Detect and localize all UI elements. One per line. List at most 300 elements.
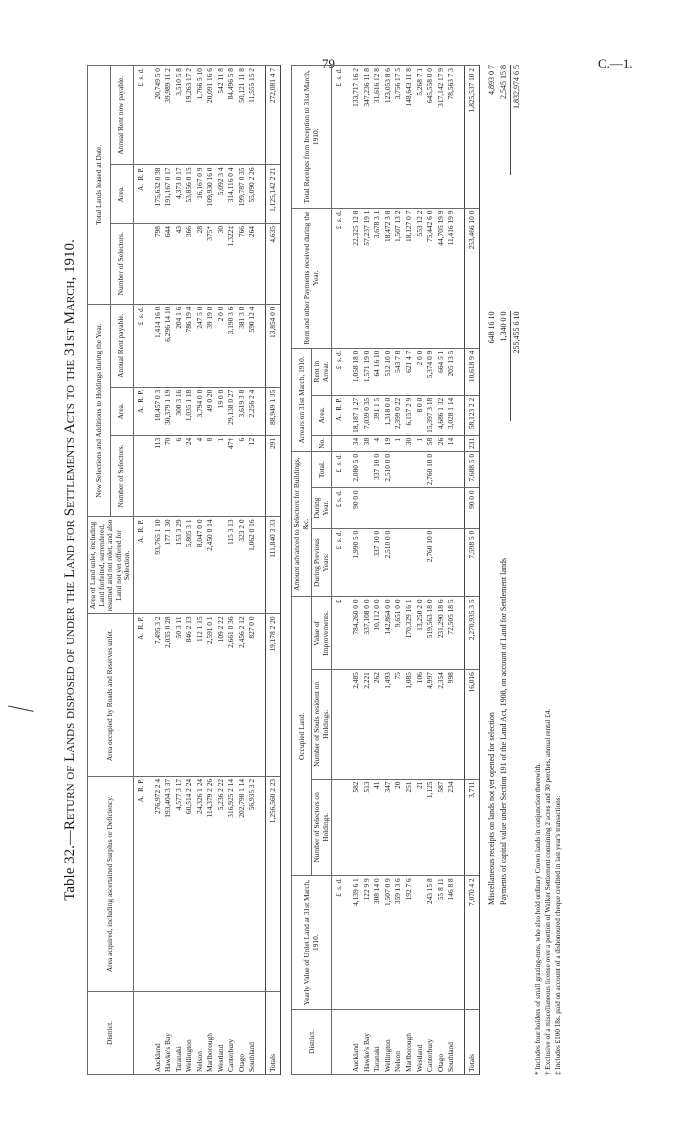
table-cell: 11,555 15 2 xyxy=(247,66,258,165)
table-cell: 243 15 8 xyxy=(425,876,436,1010)
col-area-acquired: Area acquired, including ascertained Surplus or Deficiency. xyxy=(88,776,134,991)
units-cell xyxy=(133,435,146,517)
table-cell: 7,039 0 35 xyxy=(362,395,373,435)
table-cell: 20,749 5 0 xyxy=(153,66,164,165)
table-cell: 5,805 3 1 xyxy=(184,517,195,614)
totals-cell: 7,598 5 0 xyxy=(464,528,480,597)
table-cell: 4,997 xyxy=(425,670,436,779)
table-cell: 20 xyxy=(393,779,404,876)
table-cell: 4,139 6 1 xyxy=(351,876,362,1010)
col-total-area: Area. xyxy=(110,165,133,224)
table-cell: 16,167 0 9 xyxy=(195,165,206,224)
district-name: Canterbury xyxy=(425,1010,436,1075)
table-cell: 1,062 0 16 xyxy=(247,517,258,614)
misc-line-2-total: 2,545 15 8 xyxy=(499,65,509,99)
table-cell: 587 xyxy=(436,779,447,876)
table-cell xyxy=(216,517,227,614)
table-cell: 3,794 0 0 xyxy=(195,387,206,435)
table-cell: 1,058 18 0 xyxy=(351,348,362,395)
table-cell: 3,028 1 14 xyxy=(446,395,457,435)
table-cell xyxy=(404,488,415,528)
totals-cell: 3,711 xyxy=(464,779,480,876)
table-cell: 786 19 4 xyxy=(184,304,195,387)
table-cell: 123,053 8 6 xyxy=(383,66,394,209)
table-cell xyxy=(415,488,426,528)
table-cell: 170,329 16 1 xyxy=(404,597,415,670)
rotated-page-content xyxy=(62,65,642,1075)
table-cell: 55,090 2 26 xyxy=(247,165,258,224)
table-cell: 53,856 0 15 xyxy=(184,165,195,224)
table-cell: 3,190 3 6 xyxy=(226,304,237,387)
totals-label: Totals xyxy=(265,992,281,1075)
table-row xyxy=(163,66,174,1075)
table-cell: 391 1 5 xyxy=(372,395,383,435)
table-cell: 43 xyxy=(174,223,185,304)
table-cell: 2,591 0 1 xyxy=(205,614,216,776)
table-title-prefix: Table 32. xyxy=(62,845,78,901)
table-cell: 115 3 13 xyxy=(226,517,237,614)
arrears-table-body xyxy=(332,66,480,1075)
district-name: Otago xyxy=(436,1010,447,1075)
totals-cell: 16,016 xyxy=(464,670,480,779)
table-cell: 582 xyxy=(351,779,362,876)
table-cell: 18,127 0 7 xyxy=(404,208,415,348)
table-cell: 347 xyxy=(383,779,394,876)
table-cell xyxy=(393,451,404,487)
table-cell: 375* xyxy=(205,223,216,304)
table-cell: 177 1 30 xyxy=(163,517,174,614)
table-cell: 44,705 19 9 xyxy=(436,208,447,348)
scan-mark xyxy=(4,706,33,730)
district-name: Hawke's Bay xyxy=(163,992,174,1075)
table-cell: 264 xyxy=(247,223,258,304)
totals-cell: 19,178 2 20 xyxy=(265,614,281,776)
col-arr-area: Area. xyxy=(312,395,332,435)
col-occ-value: Value of Improvements. xyxy=(312,597,332,670)
col-total-number: Number of Selectors. xyxy=(110,223,133,304)
units-cell xyxy=(133,992,146,1075)
table-cell: 19,263 17 2 xyxy=(184,66,195,165)
table-cell: 112 1 15 xyxy=(195,614,206,776)
totals-cell: 90 0 0 xyxy=(464,488,480,528)
table-cell: 175,632 0 38 xyxy=(153,165,164,224)
table-cell xyxy=(372,488,383,528)
table-cell: 2,221 xyxy=(362,670,373,779)
district-name: Taranaki xyxy=(174,992,185,1075)
table-cell xyxy=(446,488,457,528)
table-cell: 359 13 6 xyxy=(393,876,404,1010)
table-cell xyxy=(415,451,426,487)
col-area-roads: Area occupied by Roads and Reserves unlet. xyxy=(88,614,134,776)
table-cell: 14 xyxy=(446,435,457,451)
district-name: Westland xyxy=(216,992,227,1075)
table-cell: 664 5 1 xyxy=(436,348,447,395)
table-cell: 827 0 0 xyxy=(247,614,258,776)
units-cell: A. R. P. xyxy=(133,517,146,614)
table-cell: 6 xyxy=(237,435,248,517)
district-name: Taranaki xyxy=(372,1010,383,1075)
table-cell: 1,085 xyxy=(404,670,415,779)
group-advances: Amount advanced to Selectors for Buildings, &c. xyxy=(292,451,312,597)
table-cell: 1,035 1 18 xyxy=(184,387,195,435)
table-cell: 2,456 2 12 xyxy=(237,614,248,776)
units-cell xyxy=(332,779,345,876)
misc-line-1-total: 4,893 0 7 xyxy=(487,65,497,95)
units-cell: £ s. d. xyxy=(332,348,345,395)
units-cell: £ s. d. xyxy=(332,876,345,1010)
table-cell: 798 xyxy=(153,223,164,304)
table-row xyxy=(446,66,457,1075)
table-cell: 1,125 xyxy=(425,779,436,876)
table-row xyxy=(226,66,237,1075)
table-cell: 2 0 0 xyxy=(415,348,426,395)
table-cell: 2,035 0 28 xyxy=(163,614,174,776)
units-cell: £ xyxy=(332,597,345,670)
table-cell: 543 7 8 xyxy=(393,348,404,395)
table-cell: 2,450 0 14 xyxy=(205,517,216,614)
misc-line-1-rent: 648 16 10 xyxy=(487,311,497,344)
table-cell: 7,495 3 2 xyxy=(153,614,164,776)
table-cell: 247 5 0 xyxy=(195,304,206,387)
table-title-dash: — xyxy=(62,830,78,846)
table-cell: 41 xyxy=(372,779,383,876)
table-cell: 109,930 16 0 xyxy=(205,165,216,224)
table-cell xyxy=(415,876,426,1010)
table-row xyxy=(372,66,383,1075)
misc-grand-rent: 255,455 6 10 xyxy=(510,311,523,421)
totals-cell: 7,070 4 2 xyxy=(464,876,480,1010)
table-cell: 3,510 5 8 xyxy=(174,66,185,165)
district-name: Southland xyxy=(247,992,258,1075)
table-cell: 13,250 2 0 xyxy=(415,597,426,670)
table-cell: 84,496 5 8 xyxy=(226,66,237,165)
table-cell: 2,080 5 0 xyxy=(351,451,362,487)
totals-row xyxy=(265,66,281,1075)
table-cell: 205 13 5 xyxy=(446,348,457,395)
table-cell: 323 2 0 xyxy=(237,517,248,614)
col-new-rent: Annual Rent payable. xyxy=(110,304,133,387)
table-cell: 9,651 0 0 xyxy=(393,597,404,670)
district-name: Nelson xyxy=(195,992,206,1075)
col-rent-other: Rent and other Payments received during the Year. xyxy=(292,208,332,348)
table-cell: 19 0 0 xyxy=(216,387,227,435)
table-row xyxy=(205,66,216,1075)
table-cell: 2,661 0 36 xyxy=(226,614,237,776)
table-cell: 4,373 0 17 xyxy=(174,165,185,224)
table-cell: 316,925 2 14 xyxy=(226,776,237,991)
table-row xyxy=(362,66,373,1075)
table-cell: 4,686 1 32 xyxy=(436,395,447,435)
table-cell: 337,108 0 0 xyxy=(362,597,373,670)
table-cell: 1,318 0 0 xyxy=(383,395,394,435)
units-cell: A. R. P. xyxy=(133,776,146,991)
table-cell: 30 xyxy=(216,223,227,304)
table-cell: 998 xyxy=(446,670,457,779)
table-cell: 1,990 5 0 xyxy=(351,528,362,597)
table-cell: 251 xyxy=(404,779,415,876)
table-cell: 2,760 10 0 xyxy=(425,528,436,597)
table-cell: 1,507 13 2 xyxy=(393,208,404,348)
col-total-rent: Annual Rent now payable. xyxy=(110,66,133,165)
table-cell: 1,507 0 9 xyxy=(383,876,394,1010)
table-cell xyxy=(404,451,415,487)
table-cell: 1 xyxy=(216,435,227,517)
totals-cell: 2,270,935 3 5 xyxy=(464,597,480,670)
table-cell: 8,047 0 0 xyxy=(195,517,206,614)
table-cell: 314,116 0 4 xyxy=(226,165,237,224)
table-cell: 146 8 8 xyxy=(446,876,457,1010)
table-cell: 5,092 3 4 xyxy=(216,165,227,224)
table-cell: 513 xyxy=(362,779,373,876)
page-number: 79 xyxy=(322,56,335,71)
table-cell: 262 xyxy=(372,670,383,779)
table-cell: 1,414 16 0 xyxy=(153,304,164,387)
table-cell: 55 8 11 xyxy=(436,876,447,1010)
units-cell: £ s. d. xyxy=(332,528,345,597)
table-cell: 6,157 2 9 xyxy=(404,395,415,435)
totals-row xyxy=(464,66,480,1075)
totals-cell: 111,840 3 33 xyxy=(265,517,281,614)
table-cell: 113 xyxy=(153,435,164,517)
table-cell: 5,236 2 22 xyxy=(216,776,227,991)
units-cell: A. R. P. xyxy=(133,387,146,435)
group-arrears: Arrears on 31st March, 1910. xyxy=(292,348,312,451)
table-cell: 21 xyxy=(415,779,426,876)
lands-table xyxy=(87,65,281,1075)
table-cell: 70 xyxy=(163,435,174,517)
table-cell: 15,397 3 18 xyxy=(425,395,436,435)
units-cell: A. R. P. xyxy=(332,395,345,435)
col-district: District. xyxy=(88,992,134,1075)
units-cell: £ s. d. xyxy=(133,304,146,387)
table-cell: 50,121 11 8 xyxy=(237,66,248,165)
table-cell xyxy=(415,528,426,597)
table-cell: 122 9 9 xyxy=(362,876,373,1010)
misc-line-2: Payments of capital value under Section 191 of the Land Act, 1908, on account of Land for Settlement lands xyxy=(499,557,509,905)
table-cell: 22,325 12 8 xyxy=(351,208,362,348)
footnote-star: * Includes four holders of small grazing-runs, who also hold ordinary Crown lands in conjunction therewith. xyxy=(534,763,543,1075)
district-name: Nelson xyxy=(393,1010,404,1075)
units-cell: A. R. P. xyxy=(133,614,146,776)
table-cell xyxy=(362,528,373,597)
table-cell xyxy=(436,451,447,487)
col-arr-no: No. xyxy=(312,435,332,451)
table-cell: 2,485 xyxy=(351,670,362,779)
table-cell: 20,091 16 6 xyxy=(205,66,216,165)
district-name: Westland xyxy=(415,1010,426,1075)
table-row xyxy=(153,66,164,1075)
col-area-unlet: Area of Land unlet, including Land forfeited, surrendered, resumed and not relet, and also Land not yet offered for Selection. xyxy=(88,517,134,614)
table-cell: 78,563 7 3 xyxy=(446,66,457,209)
table-cell: 3,678 3 1 xyxy=(372,208,383,348)
table-cell xyxy=(436,528,447,597)
table-cell: 2,256 2 4 xyxy=(247,387,258,435)
table-cell: 317,142 17 9 xyxy=(436,66,447,209)
table-cell: 50 3 11 xyxy=(174,614,185,776)
table-cell: 2,510 0 0 xyxy=(383,451,394,487)
table-cell xyxy=(436,488,447,528)
table-cell: 64 16 10 xyxy=(372,348,383,395)
table-cell: 846 2 13 xyxy=(184,614,195,776)
units-cell: £ s. d. xyxy=(332,66,345,209)
table-cell: 308 14 0 xyxy=(372,876,383,1010)
units-cell: £ s. d. xyxy=(332,208,345,348)
col-yearly-value: Yearly Value of Unlet Land at 31st March, 1910. xyxy=(292,876,332,1010)
table-title-main: Return of Lands disposed of under the Land for Settlements Acts to the 31st March, 1910. xyxy=(62,239,78,831)
table-cell: 2,399 0 22 xyxy=(393,395,404,435)
table-cell xyxy=(404,528,415,597)
document-reference: C.—1. xyxy=(598,56,633,71)
footnote-double-dagger: ‡ Includes £100 18s. paid on account of a dishonoured cheque credited in last year's transactions. xyxy=(554,795,563,1075)
table-cell: 3,619 3 8 xyxy=(237,387,248,435)
table-row xyxy=(393,66,404,1075)
table-cell: 34 xyxy=(351,435,362,451)
table-cell xyxy=(425,488,436,528)
units-cell xyxy=(332,435,345,451)
table-cell: 90 0 0 xyxy=(351,488,362,528)
table-cell: 38 xyxy=(362,435,373,451)
district-name: Marlborough xyxy=(404,1010,415,1075)
district-name: Auckland xyxy=(351,1010,362,1075)
table-row xyxy=(404,66,415,1075)
totals-cell: 253,466 10 0 xyxy=(464,208,480,348)
units-cell: £ s. d. xyxy=(332,488,345,528)
totals-cell: 1,825,537 10 2 xyxy=(464,66,480,209)
table-cell: 8 0 0 xyxy=(415,395,426,435)
table-cell: 276,972 2 4 xyxy=(153,776,164,991)
table-cell: 2,760 10 0 xyxy=(425,451,436,487)
totals-cell: 1,256,560 2 23 xyxy=(265,776,281,991)
table-cell: 153 3 29 xyxy=(174,517,185,614)
table-cell: 12 xyxy=(247,435,258,517)
table-cell: 784,260 0 0 xyxy=(351,597,362,670)
table-cell: 542 11 8 xyxy=(216,66,227,165)
table-cell: 18,457 0 3 xyxy=(153,387,164,435)
table-cell: 645,558 0 0 xyxy=(425,66,436,209)
table-cell xyxy=(393,528,404,597)
col-adv-year: During Year. xyxy=(312,488,332,528)
col-district-2: District. xyxy=(292,1010,332,1075)
units-cell: £ s. d. xyxy=(332,451,345,487)
district-name: Otago xyxy=(237,992,248,1075)
col-arr-rent: Rent in Arrear. xyxy=(312,348,332,395)
table-cell: 29,138 0 27 xyxy=(226,387,237,435)
group-total-leased: Total Lands leased at Date. xyxy=(88,66,111,305)
col-new-number: Number of Selectors. xyxy=(110,435,133,517)
table-cell: 109 2 22 xyxy=(216,614,227,776)
table-cell: 193,404 3 37 xyxy=(163,776,174,991)
totals-cell: 4,635 xyxy=(265,223,281,304)
table-title xyxy=(62,65,79,1075)
table-cell: 6 xyxy=(174,435,185,517)
table-cell: 47† xyxy=(226,435,237,517)
table-cell: 2,354 xyxy=(436,670,447,779)
table-cell xyxy=(383,488,394,528)
table-cell: 644 xyxy=(163,223,174,304)
table-row xyxy=(195,66,206,1075)
table-cell: 519,563 18 0 xyxy=(425,597,436,670)
table-cell: 366 xyxy=(184,223,195,304)
units-cell xyxy=(133,223,146,304)
table-cell: 30,379 1 19 xyxy=(163,387,174,435)
table-cell: 234 xyxy=(446,779,457,876)
table-cell: 4 xyxy=(195,435,206,517)
table-cell: 114,379 2 26 xyxy=(205,776,216,991)
table-cell: 1 xyxy=(393,435,404,451)
table-row xyxy=(425,66,436,1075)
table-cell: 93,765 1 10 xyxy=(153,517,164,614)
table-cell xyxy=(362,488,373,528)
table-cell: 106 xyxy=(415,670,426,779)
table-row xyxy=(415,66,426,1075)
col-total-receipts: Total Receipts from Inception to 31st March, 1910. xyxy=(292,66,332,209)
table-cell: 56,935 3 2 xyxy=(247,776,258,991)
group-occupied: Occupied Land. xyxy=(292,597,312,876)
group-new-selections: New Selections and Additions to Holdings during the Year. xyxy=(88,304,111,517)
table-cell: 75 xyxy=(393,670,404,779)
table-cell: 31,616 12 8 xyxy=(372,66,383,209)
totals-cell: 1,125,142 2 21 xyxy=(265,165,281,224)
table-row xyxy=(184,66,195,1075)
table-cell: 30 xyxy=(404,435,415,451)
totals-cell: 231 xyxy=(464,435,480,451)
miscellaneous-receipts xyxy=(486,65,523,1075)
table-cell: 148,643 11 8 xyxy=(404,66,415,209)
arrears-table xyxy=(291,65,480,1075)
units-row xyxy=(332,66,345,1075)
totals-cell: 7,688 5 0 xyxy=(464,451,480,487)
district-name: Marlborough xyxy=(205,992,216,1075)
table-cell: 39 19 0 xyxy=(205,304,216,387)
table-cell: 621 4 7 xyxy=(404,348,415,395)
table-cell: 4,577 3 17 xyxy=(174,776,185,991)
table-cell: 231,290 18 6 xyxy=(436,597,447,670)
table-row xyxy=(174,66,185,1075)
district-name: Canterbury xyxy=(226,992,237,1075)
table-cell: 133,717 16 2 xyxy=(351,66,362,209)
table-cell xyxy=(393,488,404,528)
table-cell: 192 7 6 xyxy=(404,876,415,1010)
col-adv-previous: During Previous Years. xyxy=(312,528,332,597)
table-cell: 8 xyxy=(205,435,216,517)
table-cell: 1,322‡ xyxy=(226,223,237,304)
table-cell: 60,514 2 24 xyxy=(184,776,195,991)
table-row xyxy=(247,66,258,1075)
table-cell: 142,864 0 0 xyxy=(383,597,394,670)
col-adv-total: Total. xyxy=(312,451,332,487)
table-cell: 337 10 0 xyxy=(372,451,383,487)
table-cell xyxy=(362,451,373,487)
table-cell: 18,472 3 8 xyxy=(383,208,394,348)
district-name: Hawke's Bay xyxy=(362,1010,373,1075)
table-cell xyxy=(446,528,457,597)
units-cell xyxy=(332,1010,345,1075)
table-row xyxy=(216,66,227,1075)
table-cell: 18,187 1 27 xyxy=(351,395,362,435)
table-cell: 10,112 0 0 xyxy=(372,597,383,670)
table-cell: 1,766 5 10 xyxy=(195,66,206,165)
table-cell: 4 xyxy=(372,435,383,451)
table-row xyxy=(436,66,447,1075)
table-cell: 28 xyxy=(195,223,206,304)
misc-grand-total: 1,832,974 6 5 xyxy=(510,65,523,175)
table-cell: 57,237 19 1 xyxy=(362,208,373,348)
table-cell: 766 xyxy=(237,223,248,304)
table-cell: 11,416 19 9 xyxy=(446,208,457,348)
table-cell: 58 xyxy=(425,435,436,451)
footnotes xyxy=(533,65,563,1075)
totals-cell: 291 xyxy=(265,435,281,517)
